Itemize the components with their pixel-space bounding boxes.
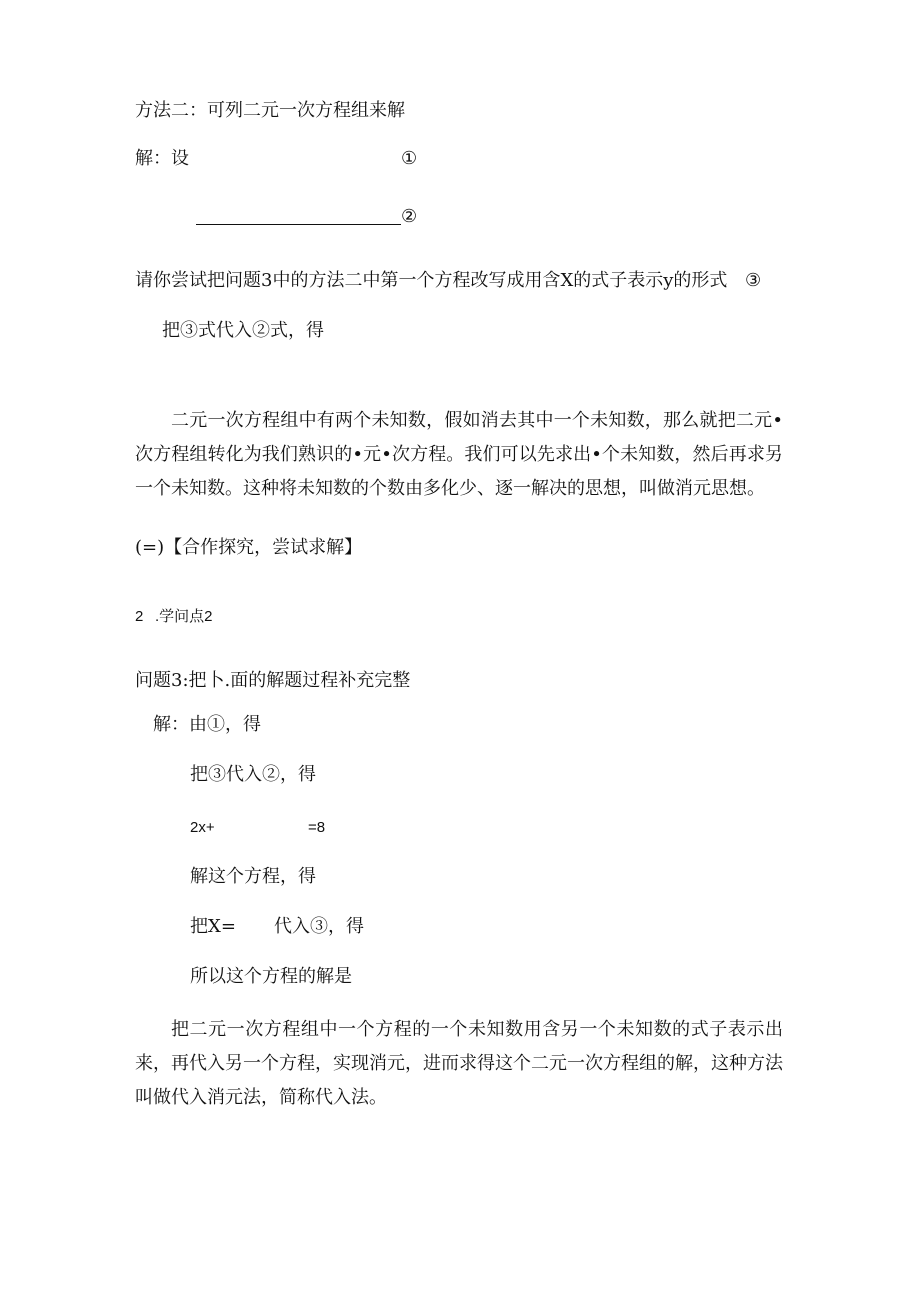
equation-mark-3: ③ <box>745 270 762 291</box>
equation-blank-line <box>196 224 401 225</box>
section-heading: (=)【合作探究，尝试求解】 <box>135 537 363 558</box>
problem3-step2: 把③代入②，得 <box>190 764 316 785</box>
problem3-step4: 解这个方程，得 <box>190 866 316 887</box>
point-number: 2 <box>135 608 144 625</box>
problem3-step1: 解：由①，得 <box>153 714 261 735</box>
substitution-paragraph: 把二元一次方程组中一个方程的一个未知数用含另一个未知数的式子表示出来，再代入另一个方程，实现消元，进而求得这个二元一次方程组的解，这种方法叫做代入消元法，简称代入法。 <box>135 1019 783 1108</box>
solution-label: 解：设 <box>135 148 189 169</box>
problem3-step3-right: =8 <box>308 819 326 836</box>
equation-mark-1: ① <box>401 148 418 169</box>
problem3-step6: 所以这个方程的解是 <box>190 966 352 987</box>
point-title: .学问点2 <box>155 608 213 625</box>
elimination-paragraph: 二元一次方程组中有两个未知数，假如消去其中一个未知数，那么就把二元•次方程组转化为我们熟识的•元•次方程。我们可以先求出•个未知数，然后再求另一个未知数。这种将未知数的个数由多化少、逐一解决的思想，叫做消元思想。 <box>135 410 783 499</box>
method2-heading: 方法二：可列二元一次方程组来解 <box>135 100 405 121</box>
problem3-step3-left: 2x+ <box>190 819 215 836</box>
substitute-line: 把③式代入②式，得 <box>162 320 324 341</box>
rewrite-prompt: 请你尝试把问题3中的方法二中第一个方程改写成用含X的式子表示y的形式 <box>135 270 728 291</box>
problem3-title: 问题3:把卜.面的解题过程补充完整 <box>135 670 411 691</box>
problem3-step5-right: 代入③，得 <box>274 916 364 937</box>
problem3-step5-left: 把X= <box>190 916 236 937</box>
equation-mark-2: ② <box>401 206 418 227</box>
